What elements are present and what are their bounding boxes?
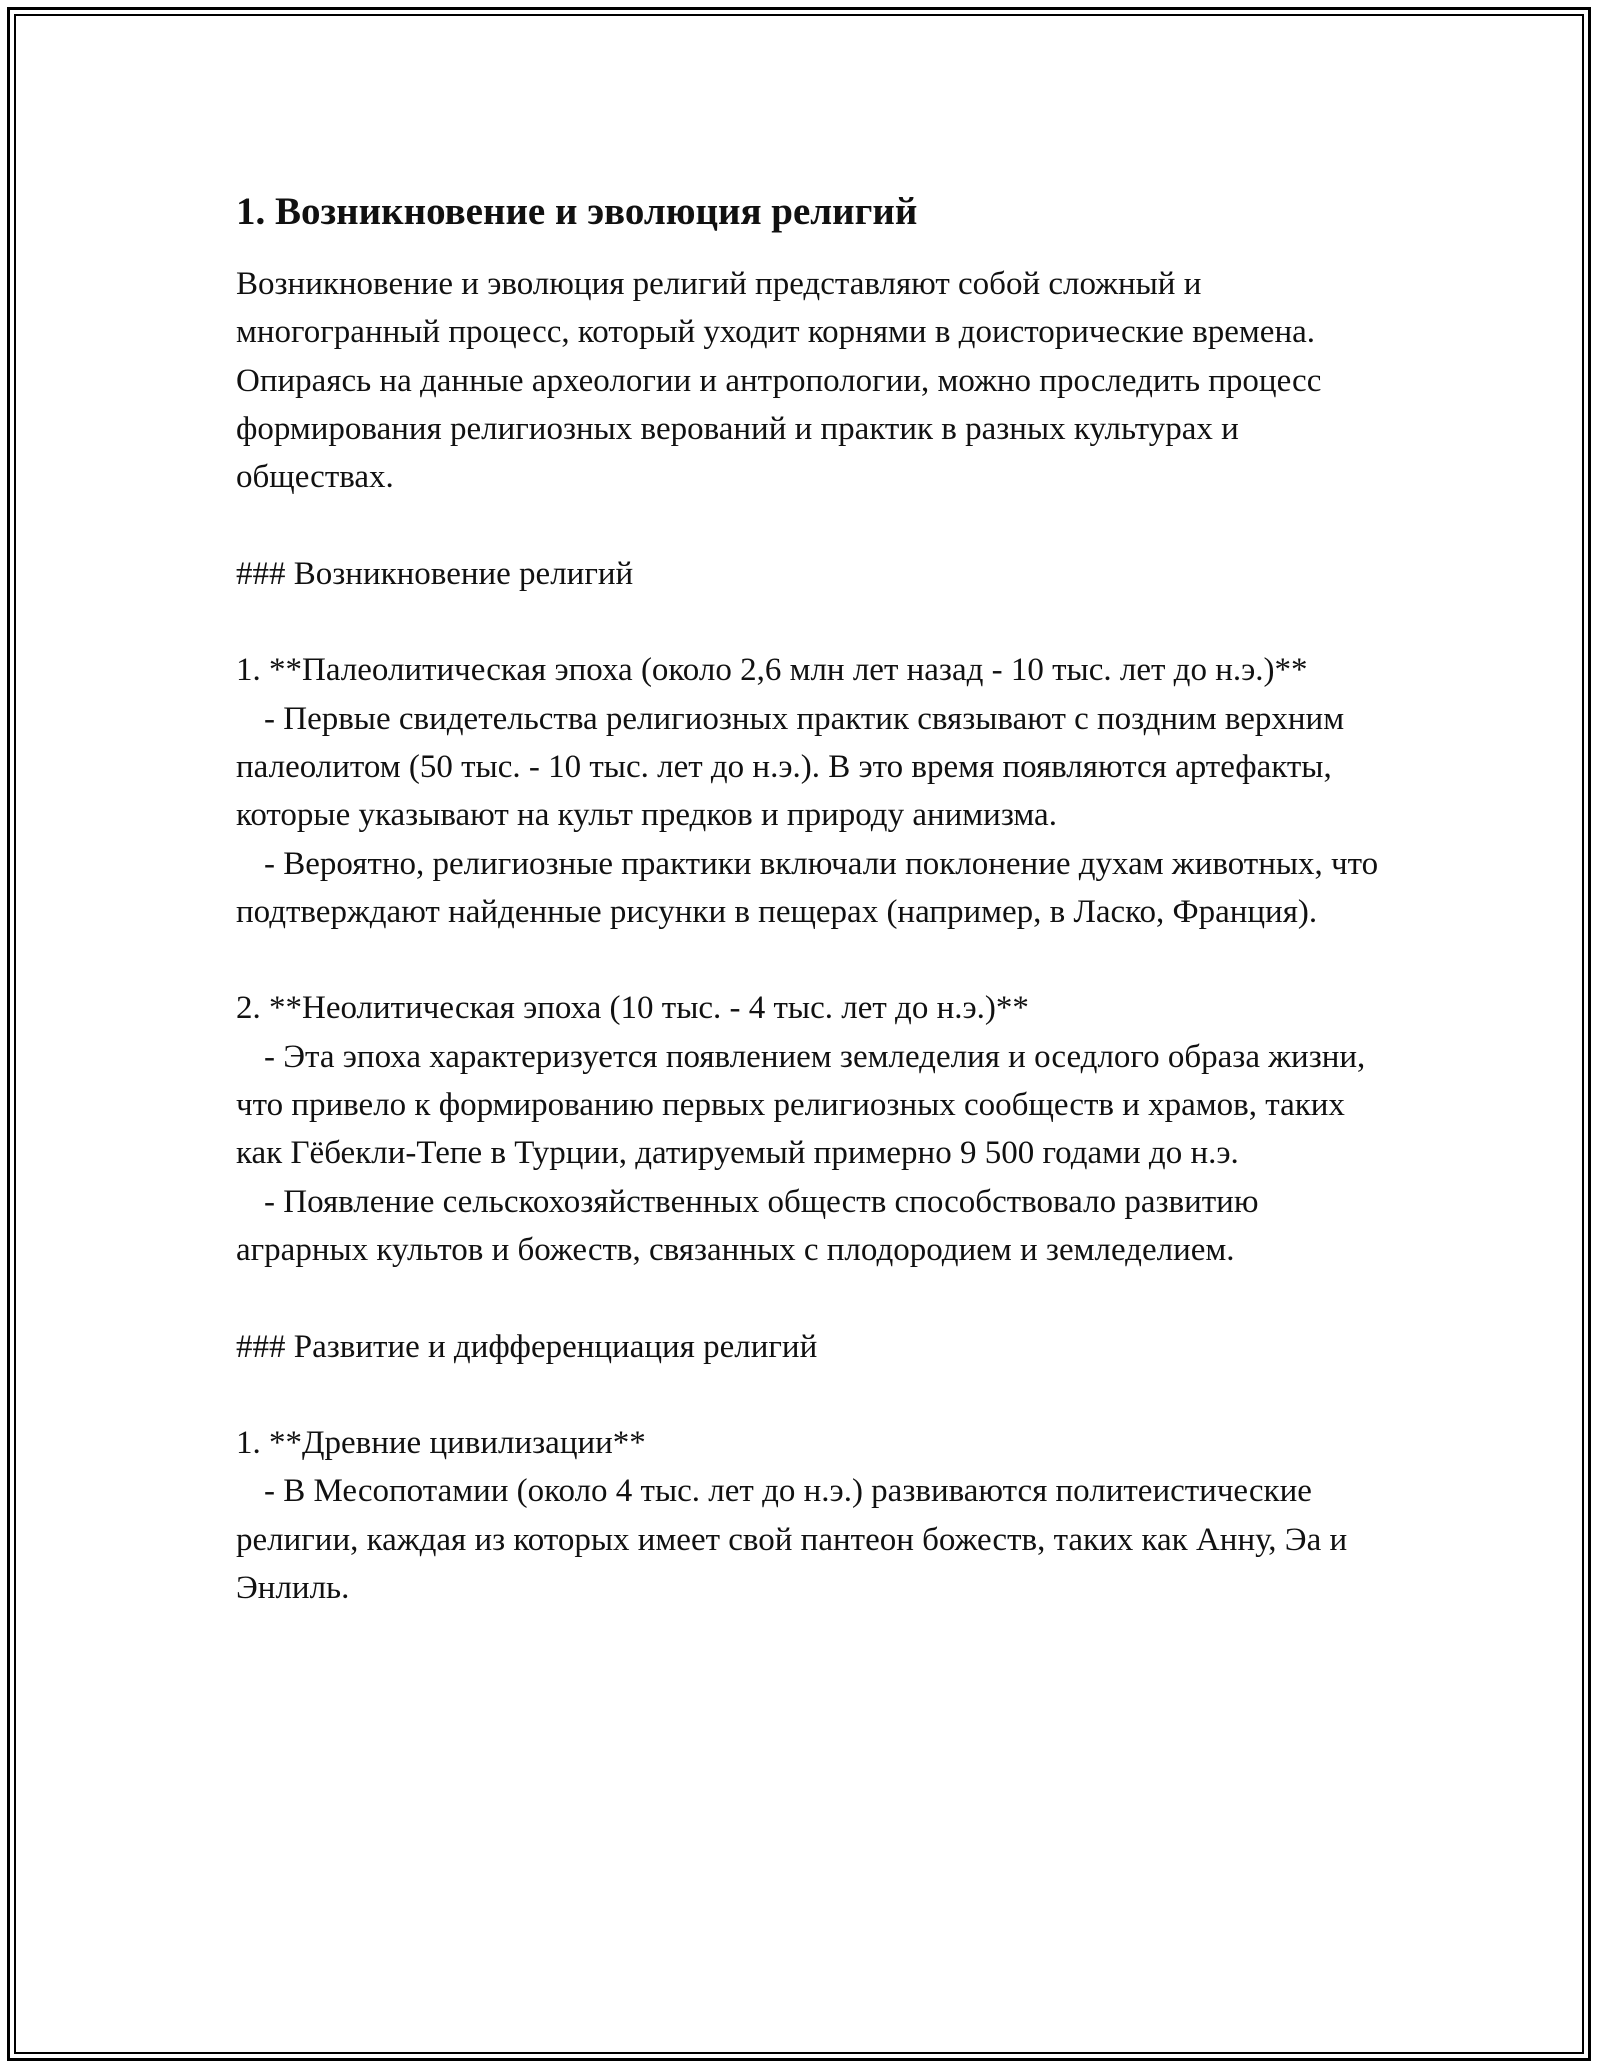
list-item-title: 1. **Палеолитическая эпоха (около 2,6 млн лет назад - 10 тыс. лет до н.э.)** — [236, 652, 1308, 689]
section-heading: ### Возникновение религий — [236, 555, 634, 592]
list-item-bullet — [236, 1178, 1386, 1275]
bullet-text: - Вероятно, религиозные практики включали поклонение духам животных, что подтверждают найденные рисунки в пещерах (например, в Ласко, Франция). — [236, 845, 1379, 930]
bullet-text: - Первые свидетельства религиозных практик связывают с поздним верхним палеолитом (50 тыс. - 10 тыс. лет до н.э.). В это время появляются артефакты, которые указывают на культ предков и природу анимизма. — [236, 700, 1345, 834]
bullet-text: - Эта эпоха характеризуется появлением земледелия и оседлого образа жизни, что привело к формированию первых религиозных сообществ и храмов, таких как Гёбекли-Тепе в Турции, датируемый примерно 9 500 годами до н.э. — [236, 1038, 1366, 1172]
spacer — [236, 1371, 1386, 1419]
bullet-text: - Появление сельскохозяйственных обществ способствовало развитию аграрных культов и божеств, связанных с плодородием и земледелием. — [236, 1183, 1259, 1268]
list-item-bullet — [236, 1467, 1386, 1612]
spacer — [236, 598, 1386, 646]
list-item-bullet — [236, 840, 1386, 937]
spacer — [236, 501, 1386, 549]
list-item-title: 2. **Неолитическая эпоха (10 тыс. - 4 тыс. лет до н.э.)** — [236, 990, 1029, 1027]
list-item-title: 1. **Древние цивилизации** — [236, 1425, 646, 1462]
bullet-text: - В Месопотамии (около 4 тыс. лет до н.э.) развиваются политеистические религии, каждая из которых имеет свой пантеон божеств, таких как Анну, Эа и Энлиль. — [236, 1473, 1348, 1607]
spacer — [236, 936, 1386, 984]
section-heading: ### Развитие и дифференциация религий — [236, 1328, 818, 1365]
list-item-bullet — [236, 1033, 1386, 1178]
list-item-bullet — [236, 695, 1386, 840]
spacer — [236, 1274, 1386, 1322]
intro-paragraph: Возникновение и эволюция религий представляют собой сложный и многогранный процесс, который уходит корнями в доисторические времена. Опираясь на данные археологии и антропологии, можно проследить процесс формирования религиозных верований и практик в разных культурах и обществах. — [236, 266, 1322, 496]
document-title: 1. Возникновение и эволюция религий — [236, 190, 918, 233]
document-body — [236, 188, 1386, 1612]
